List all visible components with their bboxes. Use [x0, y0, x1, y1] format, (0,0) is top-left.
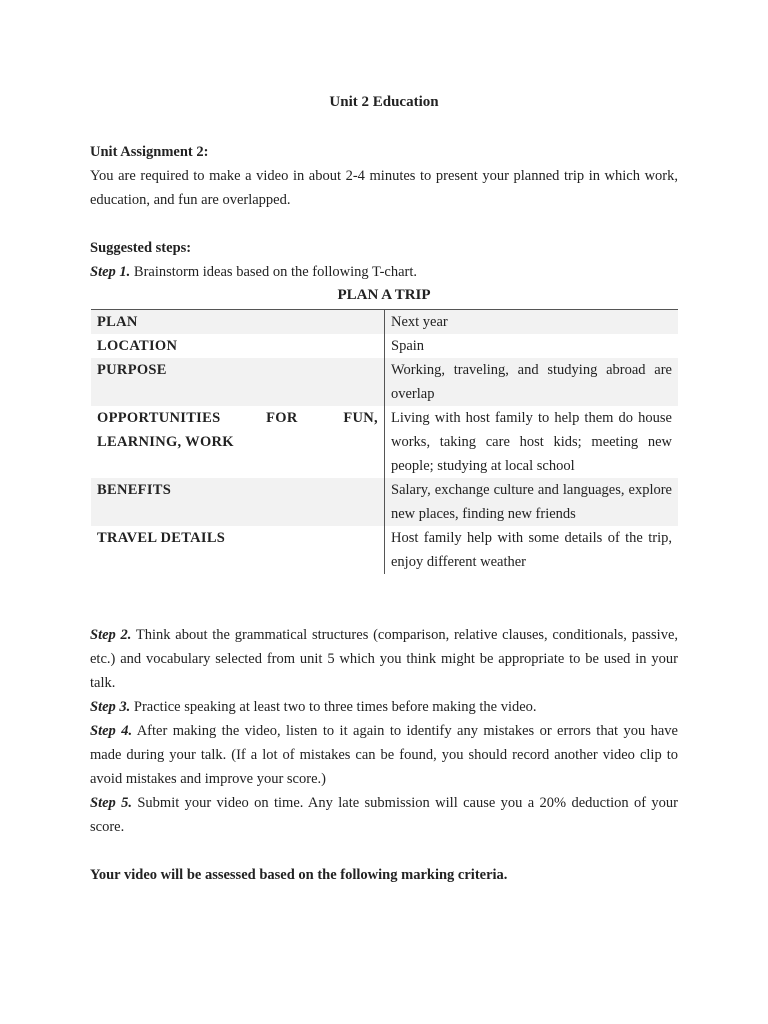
table-row [91, 478, 678, 526]
step-4-label: Step 4. [90, 723, 133, 739]
step-5 [90, 791, 678, 839]
step-1-text: Brainstorm ideas based on the following T-chart. [130, 264, 418, 280]
step-3 [90, 695, 678, 719]
row-value: Host family help with some details of the trip, enjoy different weather [391, 530, 672, 570]
row-label: PLAN [91, 310, 385, 335]
unit-title: Unit 2 Education [329, 94, 439, 110]
closing-statement: Your video will be assessed based on the following marking criteria. [90, 867, 508, 883]
step-2-text: Think about the grammatical structures (comparison, relative clauses, conditionals, passive, etc.) and vocabulary selected from unit 5 which you think might be appropriate to be used in your talk. [90, 627, 679, 691]
step-2-label: Step 2. [90, 627, 132, 643]
step-3-label: Step 3. [90, 699, 131, 715]
row-label: BENEFITS [91, 478, 385, 526]
assignment-description: You are required to make a video in about 2-4 minutes to present your planned trip in which work, education, and fun are overlapped. [90, 168, 678, 208]
row-value: Working, traveling, and studying abroad are overlap [385, 358, 679, 406]
tchart-table [91, 309, 678, 574]
table-row [91, 406, 678, 478]
step-5-label: Step 5. [90, 795, 133, 811]
row-value: Salary, exchange culture and languages, explore new places, finding new friends [385, 478, 679, 526]
row-value: Living with host family to help them do house works, taking care host kids; meeting new people; studying at local school [391, 410, 672, 474]
table-row [91, 310, 678, 335]
suggested-steps-heading: Suggested steps: [90, 240, 192, 256]
step-3-text: Practice speaking at least two to three times before making the video. [130, 699, 537, 715]
row-label: TRAVEL DETAILS [91, 526, 385, 574]
table-row [91, 526, 678, 574]
step-4-text: After making the video, listen to it again to identify any mistakes or errors that you have made during your talk. (If a lot of mistakes can be found, you should record another video clip to avoid mistakes and improve your score.) [90, 723, 678, 787]
row-label: OPPORTUNITIES FOR FUN, LEARNING, WORK [91, 406, 385, 478]
assignment-heading: Unit Assignment 2: [90, 144, 209, 160]
step-1-label: Step 1. [90, 264, 131, 280]
row-value: Spain [391, 338, 425, 354]
row-value: Next year [385, 310, 679, 335]
step-5-text: Submit your video on time. Any late submission will cause you a 20% deduction of your score. [90, 795, 679, 835]
step-2 [90, 623, 678, 695]
tchart-title: PLAN A TRIP [337, 287, 431, 303]
step-4 [90, 719, 678, 791]
row-label: PURPOSE [91, 358, 385, 406]
row-label: LOCATION [91, 334, 385, 358]
step-1 [90, 260, 678, 284]
table-row [91, 334, 678, 358]
table-row [91, 358, 678, 406]
